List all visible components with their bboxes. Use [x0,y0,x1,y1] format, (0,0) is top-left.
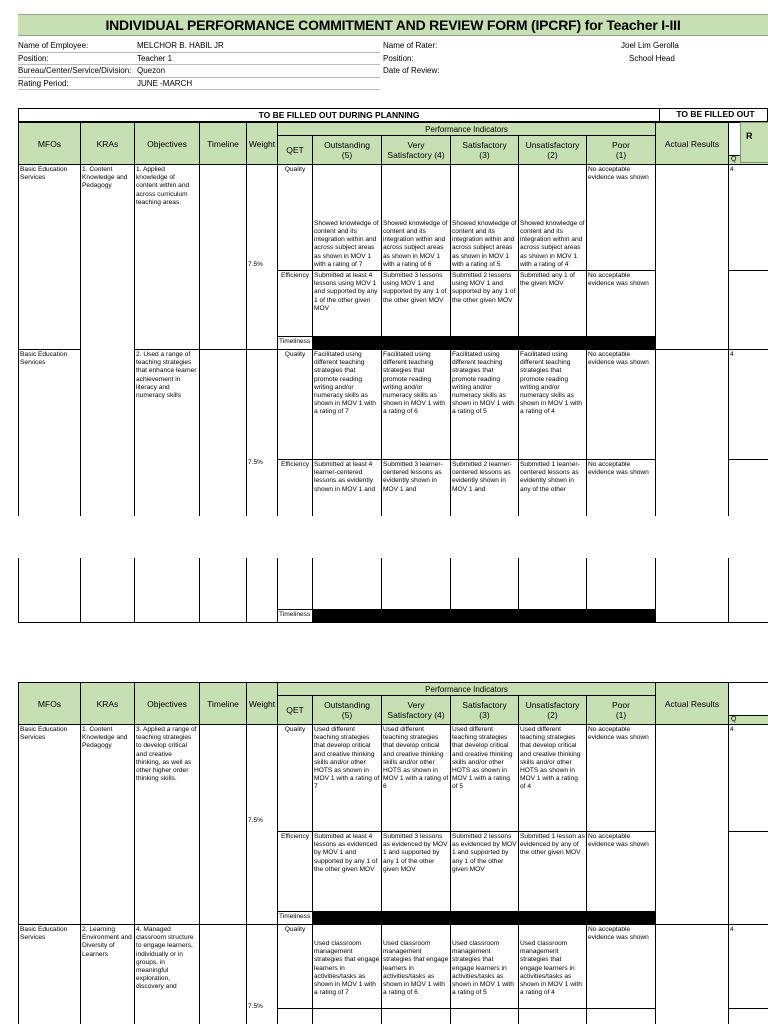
obj1-efficiency-5: Submitted at least 4 lessons using MOV 1 and supported by any 1 of the other given MOV [313,271,382,337]
obj2-rating-q: 4 [729,350,768,460]
obj1-quality-4: Showed knowledge of content and its integration within and across subject areas as shown in MOV 1 with a rating of 6 [382,165,451,271]
obj4-quality-2: Used classroom management strategies that engage learners in activities/tasks as shown in MOV 1 with a rating of 4 [519,925,587,1009]
rating-tab-1-label: R [746,131,753,141]
outstanding-header-2 [313,696,382,725]
obj2-efficiency-2a: Submitted 1 learner-centered lessons as evidently shown in any of the other [520,461,580,493]
poor-header [587,136,656,165]
ipcrf-table-2 [18,682,768,1024]
obj4-quality-1: No acceptable evidence was shown [587,925,656,1009]
obj4-objective: 4. Managed classroom structure to engage learners, individually or in groups, in meaningful exploration, discovery and [135,925,200,1024]
unsatisfactory-label: Unsatisfactory [525,140,580,150]
mfos-header: MFOs [19,123,81,165]
obj4-timeline [200,925,247,1024]
obj2-efficiency-3a: Submitted 2 learner-centered lessons as evidently shown in MOV 1 and [452,461,512,493]
satisfactory-number-2: (3) [479,710,490,720]
period-value: JUNE -MARCH [137,78,193,88]
obj1-actual-results [656,165,729,350]
very-label: Very [407,140,425,150]
obj2-objective: 2. Used a range of teaching strategies that enhance learner achievement in literacy and numeracy skills [135,350,200,623]
rater-position-value: School Head [629,53,675,63]
outstanding-label-2: Outstanding [324,700,370,710]
obj4-weight: 7.5% [248,1003,264,1010]
obj3-quality-3: Used different teaching strategies that develop critical and creative thinking skills and/or other HOTS as shown in MOV 1 with a rating of 5 [451,725,519,832]
obj2-efficiency-5a: Submitted at least 4 learner-centered lessons as evidently shown in MOV 1 and [314,461,376,493]
unsatisfactory-label-2: Unsatisfactory [525,700,580,710]
actual-results-header-2: Actual Results [656,683,729,725]
review-date-row [383,65,723,78]
poor-label: Poor [612,140,630,150]
rater-value: Joel Lim Gerolla [621,41,679,50]
obj4-efficiency-4 [382,1009,451,1024]
obj4-efficiency-2 [519,1009,587,1024]
obj3-quality-2: Used different teaching strategies that develop critical and creative thinking skills and/or other HOTS as shown in MOV 1 with a rating of 4 [519,725,587,832]
obj3-quality-4: Used different teaching strategies that develop critical and creative thinking skills and/or other HOTS as shown in MOV 1 with a rating of 6 [382,725,451,832]
qet-header-2: QET [278,696,313,725]
obj3-rating-q: 4 [729,725,768,832]
obj4-efficiency-1 [587,1009,656,1024]
mfos-header-2: MFOs [19,683,81,725]
obj3-efficiency-2: Submitted 1 lesson as evidenced by any of the other given MOV [519,832,587,912]
obj2-quality-4: Facilitated using different teaching strategies that promote reading writing and/or numeracy skills as shown in MOV 1 with a rating of 6 [382,350,451,460]
period-row [18,78,380,91]
obj1-quality-label: Quality [278,165,313,271]
obj4-rating-empty [729,1009,768,1024]
obj3-efficiency-4: Submitted 3 lessons as evidenced by MOV 1 and supported by any 1 of the other given MOV [382,832,451,912]
obj3-objective: 3. Applied a range of teaching strategies to develop critical and creative thinking, as well as other higher order thinking skills. [135,725,200,925]
planning-header [18,108,768,122]
obj3-actual-results [656,725,729,925]
unsatisfactory-number-2: (2) [547,710,558,720]
obj3-efficiency-5: Submitted at least 4 lessons as evidenced by MOV 1 and supported by any 1 of the other given MOV [313,832,382,912]
obj1-efficiency-2: Submitted any 1 of the given MOV [519,271,587,337]
obj3-timeliness-bar [313,912,656,925]
actual-results-header: Actual Results [656,123,729,165]
obj4-quality-5: Used classroom management strategies that engage learners in activities/tasks as shown in MOV 1 with a rating of 7 [313,925,382,1009]
obj1-mfo: Basic Education Services [19,165,81,350]
rating-header-2 [729,683,768,716]
poor-header-2 [587,696,656,725]
filled-out-header: TO BE FILLED OUT [659,108,768,122]
obj4-rating-q: 4 [729,925,768,1009]
obj3-rating-empty [729,832,768,925]
obj1-quality-3: Showed knowledge of content and its integration within and across subject areas as shown in MOV 1 with a rating of 5 [451,165,519,271]
obj4-weight-cell [247,925,278,1024]
very-satisfactory-header [382,136,451,165]
obj1-objective: 1. Applied knowledge of content within and across curriculum teaching areas. [135,165,200,350]
obj2-quality-1: No acceptable evidence was shown [587,350,656,460]
obj2-mfo: Basic Education Services [19,350,81,623]
obj1-quality-2: Showed knowledge of content and its integration within and across subject areas as shown in MOV 1 with a rating of 4 [519,165,587,271]
very-satisfactory-label-2: Satisfactory (4) [387,710,445,720]
rating-tab-1 [740,122,768,163]
qet-header: QET [278,136,313,165]
unsatisfactory-header-2 [519,696,587,725]
obj4-mfo: Basic Education Services [19,925,81,1024]
performance-indicators-header-2: Performance Indicators [278,683,656,696]
very-satisfactory-header-2 [382,696,451,725]
obj1-timeliness-bar [313,337,656,350]
q-header-2: Q [729,716,768,725]
planning-header-text: TO BE FILLED OUT DURING PLANNING [258,110,420,120]
rater-position-row [383,53,723,66]
obj4-quality-3: Used classroom management strategies that engage learners in activities/tasks as shown in MOV 1 with a rating of 5 [451,925,519,1009]
bureau-row [18,65,380,78]
obj1-efficiency-label: Efficiency [278,271,313,337]
obj3-timeliness-label: Timeliness [278,912,313,925]
weight-header-2: Weight [247,683,278,725]
weight-header: Weight [247,123,278,165]
obj3-efficiency-label: Efficiency [278,832,313,912]
obj3-quality-5: Used different teaching strategies that develop critical and creative thinking skills and/or other HOTS as shown in MOV 1 with a rating of 7 [313,725,382,832]
employee-info [18,40,380,90]
obj3-efficiency-1: No acceptable evidence was shown [587,832,656,912]
obj4-efficiency-3 [451,1009,519,1024]
rater-label: Name of Rater: [383,41,438,50]
obj3-quality-1: No acceptable evidence was shown [587,725,656,832]
obj3-efficiency-3: Submitted 2 lessons as evidenced by MOV 1 and supported by any 1 of the other given MOV [451,832,519,912]
obj2-quality-3: Facilitated using different teaching strategies that promote reading writing and/or numeracy skills as shown in MOV 1 with a rating of 5 [451,350,519,460]
obj2-efficiency-4a: Submitted 3 learner-centered lessons as evidently shown in MOV 1 and [383,461,443,493]
position-label: Position: [18,53,49,63]
period-label: Rating Period: [18,78,69,88]
employee-row [18,40,380,53]
bureau-label: Bureau/Center/Service/Division: [18,66,132,75]
obj1-rating-empty [729,271,768,350]
page-break-gap [18,516,768,558]
obj1-timeline [200,165,247,350]
obj4-efficiency-cell [278,1009,313,1024]
obj2-weight-cell [247,350,278,623]
employee-value: MELCHOR B. HABIL JR [137,41,224,50]
timeline-header: Timeline [200,123,247,165]
obj4-kra: 2. Learning Environment and Diversity of Learners [81,925,135,1024]
satisfactory-header [451,136,519,165]
unsatisfactory-header [519,136,587,165]
obj1-rating-q: 4 [729,165,768,271]
obj1-weight: 7.5% [247,165,278,350]
obj1-efficiency-4: Submitted 3 lessons using MOV 1 and supported by any 1 of the other given MOV [382,271,451,337]
objectives-header-2: Objectives [135,683,200,725]
rater-info [383,40,723,78]
outstanding-header [313,136,382,165]
position-row [18,53,380,66]
rater-row [383,40,723,53]
objectives-header: Objectives [135,123,200,165]
obj3-kra: 1. Content Knowledge and Pedagogy [81,725,135,925]
obj1-timeliness-label: Timeliness [278,337,313,350]
obj2-efficiency-1: No acceptable evidence was shown [587,460,656,610]
obj2-actual-results [656,350,729,623]
position-value: Teacher 1 [137,53,173,63]
obj3-timeline [200,725,247,925]
satisfactory-header-2 [451,696,519,725]
obj1-quality-5: Showed knowledge of content and its integration within and across subject areas as shown in MOV 1 with a rating of 7 [313,165,382,271]
outstanding-label: Outstanding [324,140,370,150]
review-date-label: Date of Review: [383,66,440,75]
timeline-header-2: Timeline [200,683,247,725]
bureau-value: Quezon [137,66,166,75]
obj3-weight: 7.5% [248,817,264,824]
obj2-quality-5: Facilitated using different teaching strategies that promote reading writing and/or numeracy skills as shown in MOV 1 with a rating of 7 [313,350,382,460]
kras-header-2: KRAs [81,683,135,725]
rater-position-label: Position: [383,53,414,63]
obj2-efficiency-label: Efficiency [278,460,313,610]
obj3-quality-label: Quality [278,725,313,832]
obj2-quality-2: Facilitated using different teaching strategies that promote reading writing and/or numeracy skills as shown in MOV 1 with a rating of 4 [519,350,587,460]
q-header: Q [729,156,768,165]
obj1-efficiency-1: No acceptable evidence was shown [587,271,656,337]
form-title-bar [18,14,768,36]
outstanding-number-2: (5) [341,710,353,720]
obj2-weight: 7.5% [248,459,264,466]
obj3-weight-cell [247,725,278,925]
obj2-quality-label: Quality [278,350,313,460]
obj1-quality-1: No acceptable evidence was shown [587,165,656,271]
obj2-timeliness-label: Timeliness [278,610,313,623]
employee-label: Name of Employee: [18,41,89,50]
form-title: INDIVIDUAL PERFORMANCE COMMITMENT AND REVIEW FORM (IPCRF) for Teacher I-III [105,17,681,33]
poor-number-2: (1) [615,710,627,720]
performance-indicators-header: Performance Indicators [278,123,656,136]
obj3-mfo: Basic Education Services [19,725,81,925]
poor-number: (1) [615,150,627,160]
satisfactory-label-2: Satisfactory [462,700,507,710]
poor-label-2: Poor [612,700,630,710]
obj1-efficiency-3: Submitted 2 lessons using MOV 1 and supported by any 1 of the other given MOV [451,271,519,337]
obj4-quality-label: Quality [278,925,313,1009]
obj4-efficiency-5 [313,1009,382,1024]
obj1-kra: 1. Content Knowledge and Pedagogy [81,165,135,623]
obj2-timeline [200,350,247,623]
very-satisfactory-label: Satisfactory (4) [387,150,445,160]
satisfactory-label: Satisfactory [462,140,507,150]
very-label-2: Very [407,700,425,710]
outstanding-number: (5) [341,150,353,160]
satisfactory-number: (3) [479,150,490,160]
obj4-quality-4: Used classroom management strategies that engage learners in activities/tasks as shown in MOV 1 with a rating of 6 [382,925,451,1009]
unsatisfactory-number: (2) [547,150,558,160]
kras-header: KRAs [81,123,135,165]
obj4-actual-results [656,925,729,1024]
obj2-timeliness-bar [313,610,656,623]
